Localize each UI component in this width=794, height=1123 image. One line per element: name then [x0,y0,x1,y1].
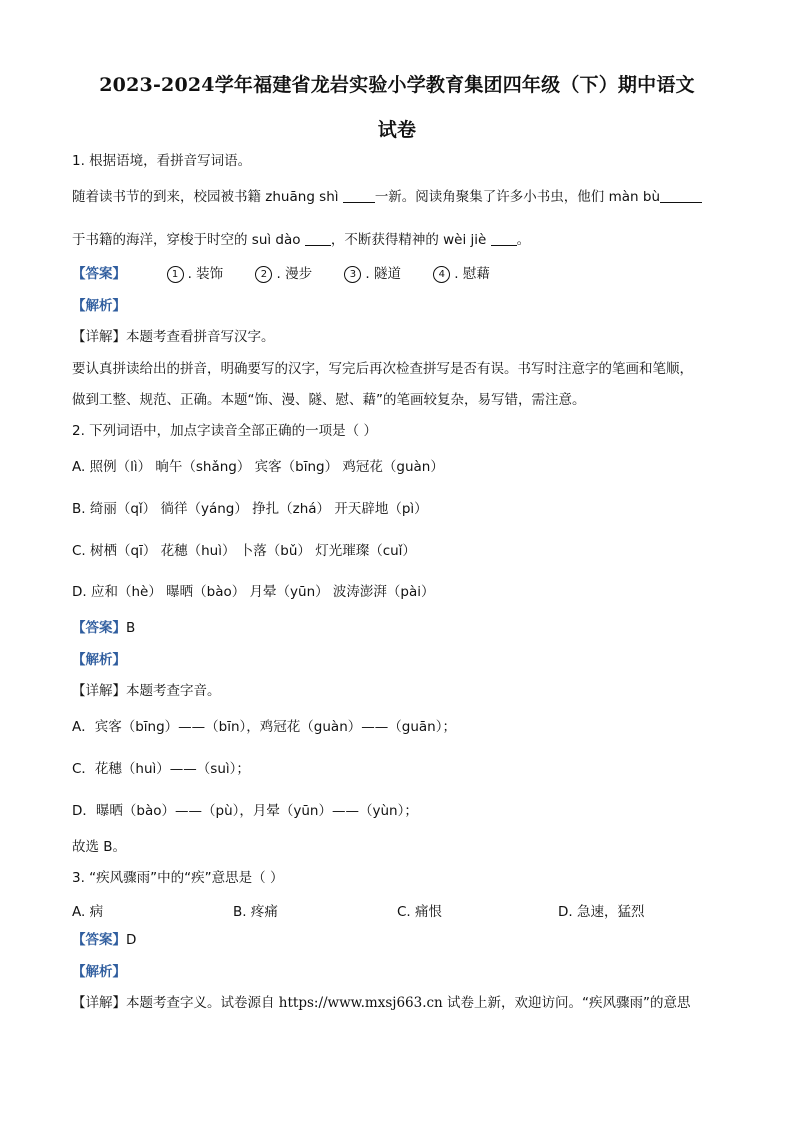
question-3-option-b: B. 疼痛 [233,904,278,920]
question-3-option-c: C. 痛恨 [397,904,443,920]
question-3-answer: 【答案】D [72,932,137,948]
blank-4 [491,231,517,246]
question-1-passage-line1: 随着读书节的到来，校园被书籍 zhuāng shì 一新。阅读角聚集了许多小书虫，他们 màn bù [72,188,702,206]
question-3-detail: 【详解】本题考查字义。试卷源自 https://www.mxsj663.cn 试卷上新，欢迎访问。“疾风骤雨”的意思 [72,995,691,1011]
question-2-explanation-1: A．宾客（bīng）——（bīn），鸡冠花（guàn）——（guān）； [72,719,456,735]
question-1-stem: 1. 根据语境，看拼音写词语。 [72,153,252,169]
question-2-stem: 2. 下列词语中，加点字读音全部正确的一项是（ ） [72,423,377,439]
source-url[interactable]: https://www.mxsj663.cn [278,995,443,1011]
blank-3 [305,231,331,246]
question-2-detail: 【详解】本题考查字音。 [72,683,221,699]
document-title-line2: 试卷 [377,119,417,141]
question-2-option-d: D. 应和（hè） 曝晒（bào） 月晕（yūn） 波涛澎湃（pài） [72,584,435,600]
question-2-answer: 【答案】B [72,620,136,636]
question-1-explanation-2: 做到工整、规范、正确。本题“饰、漫、隧、慰、藉”的笔画较复杂，易写错，需注意。 [72,392,586,408]
blank-1 [343,188,375,203]
question-2-option-a: A. 照例（lì） 晌午（shǎng） 宾客（bīng） 鸡冠花（guàn） [72,459,444,475]
question-3-stem: 3. “疾风骤雨”中的“疾”意思是（ ） [72,870,284,886]
question-3-option-d: D. 急速，猛烈 [558,904,645,920]
question-2-conclusion: 故选 B。 [72,839,127,855]
question-2-analysis-label: 【解析】 [72,652,126,668]
question-1-explanation-1: 要认真拼读给出的拼音，明确要写的汉字，写完后再次检查拼写是否有误。书写时注意字的笔画和笔顺， [72,361,693,377]
blank-2 [660,188,702,203]
document-title-line1: 2023-2024学年福建省龙岩实验小学教育集团四年级（下）期中语文 [99,74,695,96]
question-3-analysis-label: 【解析】 [72,964,126,980]
question-1-answer: 【答案】 1 . 装饰 2 . 漫步 3 . 隧道 4 . 慰藉 [72,266,490,282]
question-1-detail: 【详解】本题考查看拼音写汉字。 [72,329,275,345]
answer-label: 【答案】 [72,266,126,282]
question-2-explanation-2: C．花穗（huì）——（suì）； [72,761,250,777]
question-1-analysis-label: 【解析】 [72,298,126,314]
question-2-explanation-3: D．曝晒（bào）——（pù），月晕（yūn）——（yùn）； [72,803,418,819]
question-2-option-c: C. 树栖（qī） 花穗（huì） 卜落（bǔ） 灯光璀璨（cuǐ） [72,543,416,559]
question-3-option-a: A. 病 [72,904,104,920]
question-1-passage-line2: 于书籍的海洋，穿梭于时空的 suì dào ，不断获得精神的 wèi jiè 。 [72,232,531,248]
question-2-option-b: B. 绮丽（qǐ） 徜徉（yáng） 挣扎（zhá） 开天辟地（pì） [72,501,428,517]
